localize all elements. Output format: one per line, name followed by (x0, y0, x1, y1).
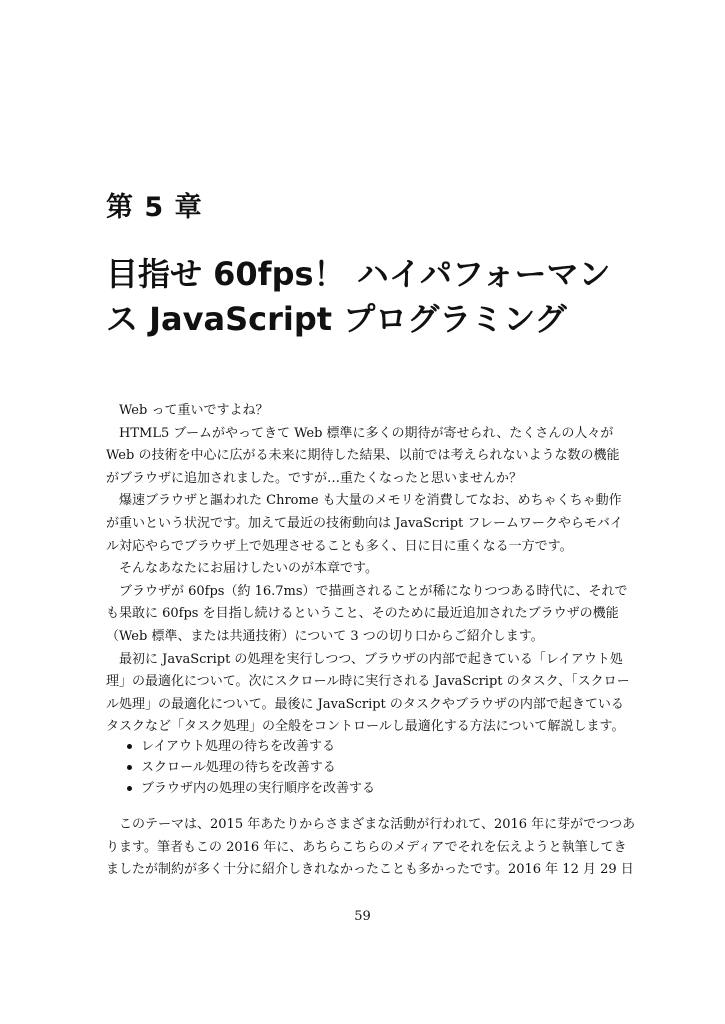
paragraph (106, 581, 628, 649)
paragraph-line: そんなあなたにお届けしたいのが本章です。 (119, 561, 378, 577)
chapter-title (106, 252, 626, 342)
paragraph-line: がブラウザに追加されました。ですが…重たくなったと思いませんか？ (106, 470, 523, 486)
paragraph (106, 558, 625, 581)
paragraph-line: ましたが制約が多く十分に紹介しきれなかったことも多かったです。2016 年 12 月 29 日 (106, 862, 634, 878)
paragraph-line: 爆速ブラウザと謳われた Chrome も大量のメモリを消費してなお、めちゃくちゃ動作 (119, 493, 622, 509)
chapter-title-line-2: ス JavaScript プログラミング (106, 300, 567, 338)
bullet-item: レイアウト処理の待ちを改善する (127, 736, 375, 757)
paragraph-line: も果敢に 60fps を目指し続けるということ、そのために最近追加されたブラウザの機能 (106, 606, 619, 622)
paragraph (106, 400, 625, 423)
paragraph-line: ブラウザが 60fps（約 16.7ms）で描画されることが稀になりつつある時代に、それで (119, 583, 628, 599)
paragraph (106, 814, 636, 882)
bullet-list-wrapper (127, 736, 375, 799)
bullet-item: スクロール処理の待ちを改善する (127, 757, 375, 778)
paragraph-line: ル処理」の最適化について。最後に JavaScript のタスクやブラウザの内部で起きている (106, 696, 624, 712)
body-text (106, 400, 630, 739)
chapter-title-line-1: 目指せ 60fps！ ハイパフォーマン (106, 255, 611, 293)
paragraph-line: ります。筆者もこの 2016 年に、あちらこちらのメディアでそれを伝えようと執筆してき (106, 839, 627, 855)
paragraph-line: ル対応やらでブラウザ上で処理させることも多く、日に日に重くなる一方です。 (106, 538, 573, 554)
paragraph-line: （Web 標準、または共通技術）について 3 つの切り口からご紹介します。 (106, 628, 544, 644)
paragraph-line: このテーマは、2015 年あたりからさまざまな活動が行われて、2016 年に芽がでつつあ (119, 817, 636, 832)
paragraph (106, 490, 625, 558)
paragraph-line: Web って重いですよね？ (119, 403, 269, 418)
paragraph-line: 理」の最適化について。次にスクロール時に実行される JavaScript のタスク、「スクロー (106, 674, 630, 690)
paragraph-line: 最初に JavaScript の処理を実行しつつ、ブラウザの内部で起きている「レイアウト処 (119, 651, 623, 667)
bullet-item: ブラウザ内の処理の実行順序を改善する (127, 778, 375, 799)
page-number: 59 (354, 909, 371, 924)
closing-text (106, 814, 636, 882)
paragraph-line: Web の技術を中心に広がる未来に期待した結果、以前では考えられないような数の機能 (106, 448, 620, 464)
chapter-label: 第 5 章 (106, 192, 203, 223)
paragraph (106, 649, 630, 739)
paragraph (106, 423, 625, 491)
paragraph-line: タスクなど「タスク処理」の全般をコントロールし最適化する方法について解説します。 (106, 719, 625, 735)
paragraph-line: HTML5 ブームがやってきて Web 標準に多くの期待が寄せられ、たくさんの人々が (119, 425, 614, 441)
paragraph-line: が重いという状況です。加えて最近の技術動向は JavaScript フレームワークやらモバイ (106, 515, 623, 531)
bullet-list (127, 736, 375, 799)
